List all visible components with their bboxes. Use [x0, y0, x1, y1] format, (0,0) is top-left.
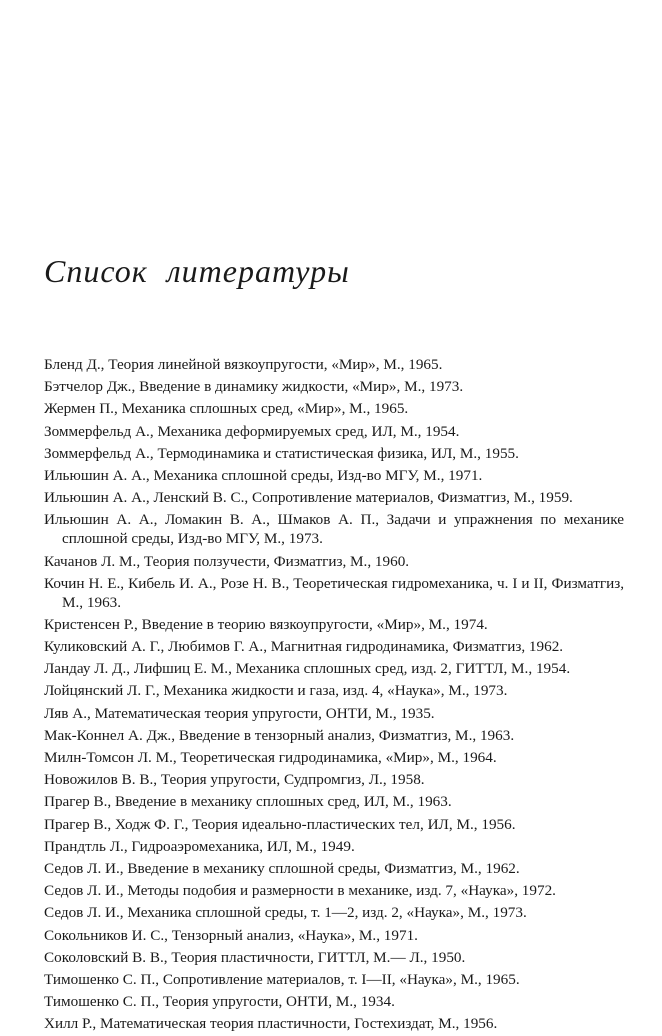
reference-item: Прагер В., Введение в механику сплошных сред, ИЛ, М., 1963. [44, 793, 452, 811]
reference-item: Бленд Д., Теория линейной вязкоупругости, «Мир», М., 1965. [44, 356, 443, 373]
reference-item: Ляв А., Математическая теория упругости, ОНТИ, М., 1935. [44, 704, 435, 722]
reference-list [44, 355, 624, 1036]
reference-item: Куликовский А. Г., Любимов Г. А., Магнитная гидродинамика, Физматгиз, 1962. [44, 638, 564, 656]
reference-item: Седов Л. И., Введение в механику сплошной среды, Физматгиз, М., 1962. [44, 859, 520, 877]
reference-item: Качанов Л. М., Теория ползучести, Физматгиз, М., 1960. [44, 552, 410, 570]
reference-item: Кристенсен Р., Введение в теорию вязкоупругости, «Мир», М., 1974. [44, 615, 488, 633]
reference-item: Лойцянский Л. Г., Механика жидкости и газа, изд. 4, «Наука», М., 1973. [44, 682, 508, 700]
reference-item: Мак-Коннел А. Дж., Введение в тензорный анализ, Физматгиз, М., 1963. [44, 726, 515, 744]
reference-item: Ильюшин А. А., Ленский В. С., Сопротивление материалов, Физматгиз, М., 1959. [44, 489, 573, 507]
reference-item: Бэтчелор Дж., Введение в динамику жидкости, «Мир», М., 1973. [44, 378, 464, 396]
reference-item: Соколовский В. В., Теория пластичности, ГИТТЛ, М.— Л., 1950. [44, 948, 466, 966]
reference-item: Тимошенко С. П., Теория упругости, ОНТИ, М., 1934. [44, 993, 395, 1011]
reference-item: Зоммерфельд А., Механика деформируемых сред, ИЛ, М., 1954. [44, 422, 460, 440]
reference-item: Ильюшин А. А., Ломакин В. А., Шмаков А. П., Задачи и упражнения по механике сплошной среды, Изд-во МГУ, М., 1973. [44, 511, 624, 548]
reference-item: Зоммерфельд А., Термодинамика и статистическая физика, ИЛ, М., 1955. [44, 444, 519, 462]
reference-item: Седов Л. И., Механика сплошной среды, т. 1—2, изд. 2, «Наука», М., 1973. [44, 904, 527, 922]
reference-item: Жермен П., Механика сплошных сред, «Мир», М., 1965. [44, 400, 409, 418]
page-title: Список литературы [44, 253, 350, 289]
reference-item: Кочин Н. Е., Кибель И. А., Розе Н. В., Теоретическая гидромеханика, ч. I и II, Физматгиз, М., 1963. [44, 574, 624, 611]
reference-item: Новожилов В. В., Теория упругости, Судпромгиз, Л., 1958. [44, 771, 425, 789]
reference-item: Ландау Л. Д., Лифшиц Е. М., Механика сплошных сред, изд. 2, ГИТТЛ, М., 1954. [44, 660, 571, 678]
reference-item: Ильюшин А. А., Механика сплошной среды, Изд-во МГУ, М., 1971. [44, 466, 483, 484]
reference-item: Тимошенко С. П., Сопротивление материалов, т. I—II, «Наука», М., 1965. [44, 970, 520, 988]
reference-item: Сокольников И. С., Тензорный анализ, «Наука», М., 1971. [44, 926, 418, 944]
reference-item: Седов Л. И., Методы подобия и размерности в механике, изд. 7, «Наука», 1972. [44, 882, 556, 900]
reference-item: Прагер В., Ходж Ф. Г., Теория идеально-пластических тел, ИЛ, М., 1956. [44, 815, 516, 833]
reference-item: Хилл Р., Математическая теория пластичности, Гостехиздат, М., 1956. [44, 1015, 498, 1033]
reference-item: Милн-Томсон Л. М., Теоретическая гидродинамика, «Мир», М., 1964. [44, 749, 497, 766]
reference-item: Прандтль Л., Гидроаэромеханика, ИЛ, М., 1949. [44, 837, 355, 855]
